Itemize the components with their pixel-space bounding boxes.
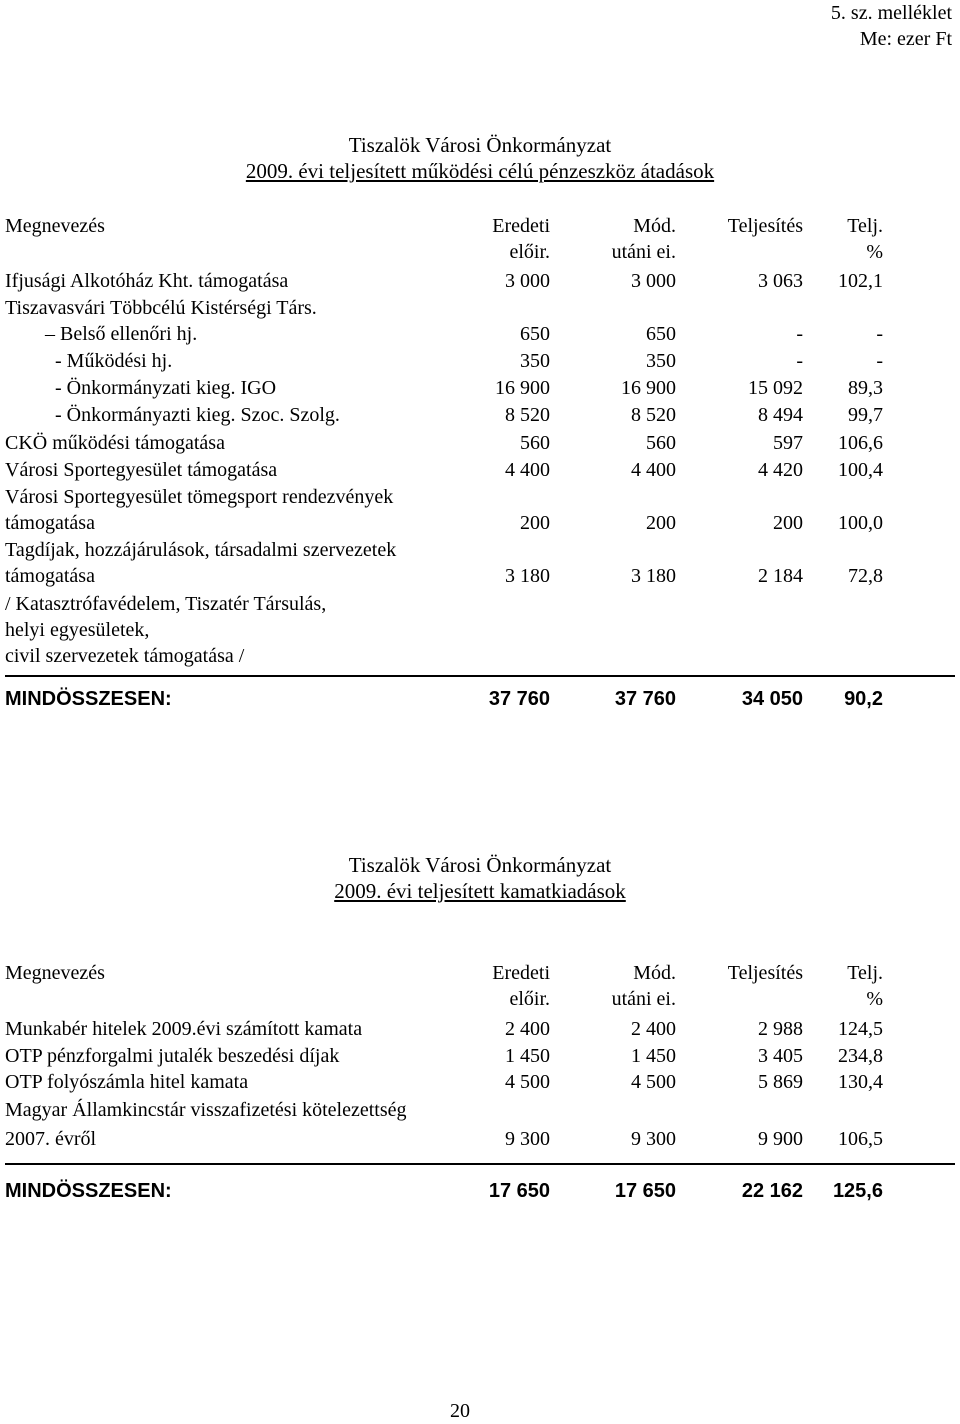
- row-actual: 2 184: [758, 565, 803, 587]
- col-header-percent-1: Telj.: [847, 215, 883, 237]
- total-modified: 17 650: [614, 1180, 676, 1202]
- row-original: 2 400: [505, 1018, 550, 1040]
- row-actual: 9 900: [758, 1128, 803, 1150]
- section1-title: Tiszalök Városi Önkormányzat: [348, 133, 612, 157]
- col-header-original-1: Eredeti: [492, 215, 550, 237]
- col-header-name: Megnevezés: [5, 215, 105, 237]
- section2-subtitle: [0, 878, 960, 904]
- row-name: Magyar Államkincstár visszafizetési kötelezettség: [5, 1099, 407, 1121]
- page-number: 20: [450, 1400, 470, 1422]
- row-modified: 2 400: [631, 1018, 676, 1040]
- col-header-original-1: Eredeti: [492, 962, 550, 984]
- unit-label: Me: ezer Ft: [859, 28, 952, 50]
- row-name: Munkabér hitelek 2009.évi számított kamata: [5, 1018, 363, 1040]
- row-original: 9 300: [505, 1128, 550, 1150]
- annex-label: 5. sz. melléklet: [830, 2, 952, 24]
- row-actual: 597: [773, 432, 803, 454]
- row-name: OTP pénzforgalmi jutalék beszedési díjak: [5, 1045, 340, 1067]
- row-original: 8 520: [505, 404, 550, 426]
- col-header-percent-2: %: [866, 988, 883, 1010]
- row-modified: 650: [646, 323, 676, 345]
- section2-title: Tiszalök Városi Önkormányzat: [348, 853, 612, 877]
- row-name: Városi Sportegyesület támogatása: [5, 459, 278, 481]
- col-header-actual: Teljesítés: [727, 215, 803, 237]
- total-percent: 90,2: [844, 688, 883, 710]
- row-actual: 8 494: [758, 404, 803, 426]
- row-modified: 16 900: [621, 377, 676, 399]
- row-actual: 200: [773, 512, 803, 534]
- section2-total-divider: [5, 1163, 955, 1165]
- row-modified: 3 180: [631, 565, 676, 587]
- total-percent: 125,6: [832, 1180, 883, 1202]
- section2-subtitle-text: 2009. évi teljesített kamatkiadások: [334, 879, 626, 903]
- row-name: - Működési hj.: [55, 350, 173, 372]
- row-percent: 106,6: [838, 432, 883, 454]
- col-header-actual: Teljesítés: [727, 962, 803, 984]
- total-label: MINDÖSSZESEN:: [5, 688, 172, 710]
- col-header-original-2: előir.: [509, 241, 550, 263]
- row-name: Városi Sportegyesület tömegsport rendezvények: [5, 486, 394, 508]
- row-name: CKÖ működési támogatása: [5, 432, 225, 454]
- row-name: Tiszavasvári Többcélú Kistérségi Társ.: [5, 297, 317, 319]
- row-modified: 4 500: [631, 1071, 676, 1093]
- row-name: támogatása: [5, 565, 95, 587]
- row-percent: 89,3: [848, 377, 883, 399]
- total-original: 17 650: [488, 1180, 550, 1202]
- row-original: 3 180: [505, 565, 550, 587]
- total-modified: 37 760: [614, 688, 676, 710]
- row-actual: 5 869: [758, 1071, 803, 1093]
- total-actual: 34 050: [741, 688, 803, 710]
- row-name: - Önkormányzati kieg. IGO: [55, 377, 277, 399]
- row-modified: 4 400: [631, 459, 676, 481]
- row-percent: -: [876, 323, 883, 345]
- row-percent: 72,8: [848, 565, 883, 587]
- row-actual: 2 988: [758, 1018, 803, 1040]
- row-original: 4 500: [505, 1071, 550, 1093]
- col-header-modified-1: Mód.: [633, 215, 676, 237]
- col-header-percent-2: %: [866, 241, 883, 263]
- row-percent: 100,4: [838, 459, 883, 481]
- row-original: 16 900: [495, 377, 550, 399]
- row-modified: 3 000: [631, 270, 676, 292]
- row-percent: -: [876, 350, 883, 372]
- row-actual: 3 405: [758, 1045, 803, 1067]
- row-actual: 15 092: [748, 377, 803, 399]
- row-name: Tagdíjak, hozzájárulások, társadalmi szervezetek: [5, 539, 397, 561]
- row-percent: 234,8: [838, 1045, 883, 1067]
- row-modified: 8 520: [631, 404, 676, 426]
- row-original: 200: [520, 512, 550, 534]
- row-percent: 130,4: [838, 1071, 883, 1093]
- row-percent: 106,5: [838, 1128, 883, 1150]
- section1-total-divider: [5, 675, 955, 677]
- row-original: 560: [520, 432, 550, 454]
- row-actual: 4 420: [758, 459, 803, 481]
- row-original: 3 000: [505, 270, 550, 292]
- row-original: 350: [520, 350, 550, 372]
- row-modified: 350: [646, 350, 676, 372]
- col-header-original-2: előir.: [509, 988, 550, 1010]
- total-actual: 22 162: [741, 1180, 803, 1202]
- row-name: 2007. évről: [5, 1128, 97, 1150]
- row-name: / Katasztrófavédelem, Tiszatér Társulás,: [5, 593, 327, 615]
- row-percent: 124,5: [838, 1018, 883, 1040]
- row-name: helyi egyesületek,: [5, 619, 150, 641]
- row-name: – Belső ellenőri hj.: [45, 323, 198, 345]
- row-name: Ifjusági Alkotóház Kht. támogatása: [5, 270, 289, 292]
- col-header-modified-2: utáni ei.: [611, 241, 676, 263]
- row-actual: -: [796, 323, 803, 345]
- row-modified: 200: [646, 512, 676, 534]
- total-label: MINDÖSSZESEN:: [5, 1180, 172, 1202]
- row-actual: 3 063: [758, 270, 803, 292]
- col-header-modified-1: Mód.: [633, 962, 676, 984]
- col-header-percent-1: Telj.: [847, 962, 883, 984]
- row-percent: 99,7: [848, 404, 883, 426]
- row-modified: 560: [646, 432, 676, 454]
- col-header-modified-2: utáni ei.: [611, 988, 676, 1010]
- row-percent: 100,0: [838, 512, 883, 534]
- section1-subtitle: [0, 158, 960, 184]
- row-original: 1 450: [505, 1045, 550, 1067]
- section1-subtitle-text: 2009. évi teljesített működési célú pénzeszköz átadások: [245, 159, 715, 183]
- row-modified: 1 450: [631, 1045, 676, 1067]
- row-name: civil szervezetek támogatása /: [5, 645, 245, 667]
- row-percent: 102,1: [838, 270, 883, 292]
- row-name: OTP folyószámla hitel kamata: [5, 1071, 249, 1093]
- col-header-name: Megnevezés: [5, 962, 105, 984]
- total-original: 37 760: [488, 688, 550, 710]
- row-name: - Önkormányazti kieg. Szoc. Szolg.: [55, 404, 340, 426]
- row-original: 650: [520, 323, 550, 345]
- row-actual: -: [796, 350, 803, 372]
- row-original: 4 400: [505, 459, 550, 481]
- row-name: támogatása: [5, 512, 95, 534]
- row-modified: 9 300: [631, 1128, 676, 1150]
